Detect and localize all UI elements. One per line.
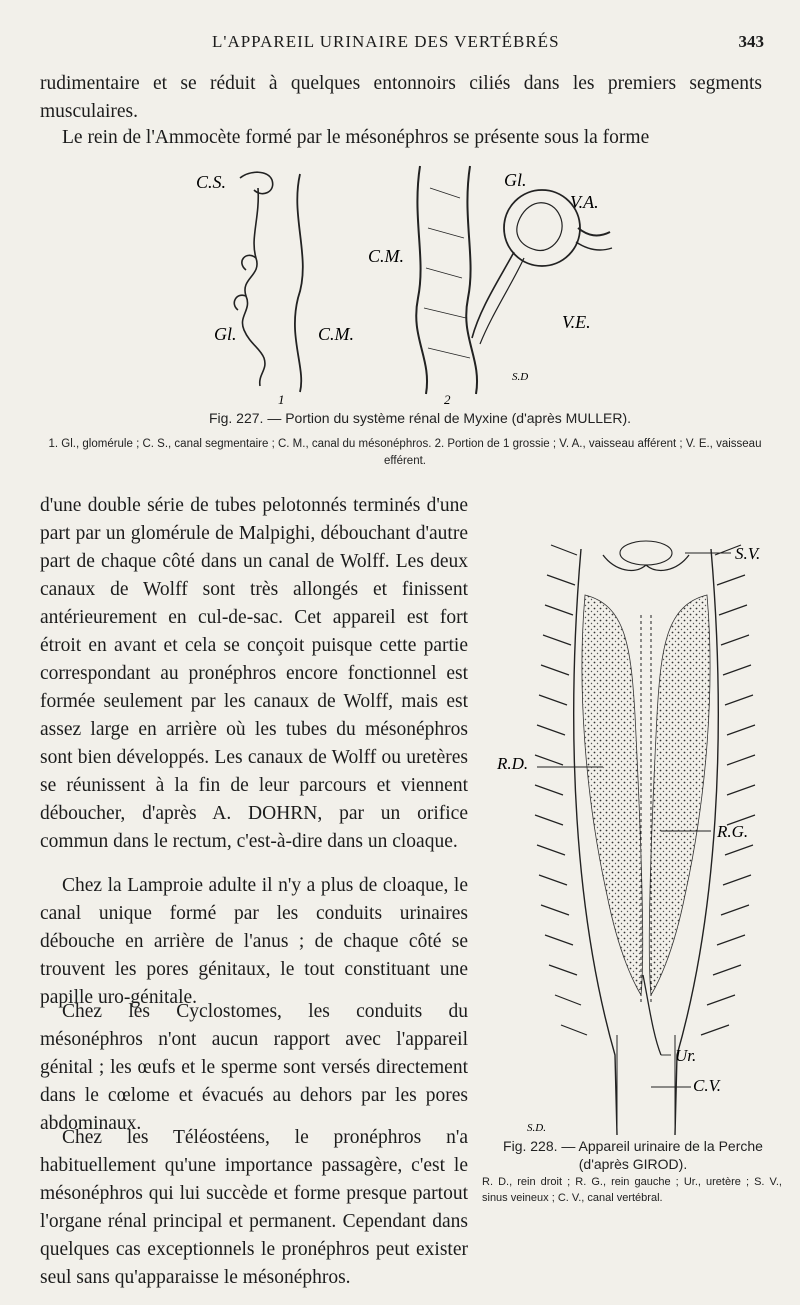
figure-228-caption: Fig. 228. — Appareil urinaire de la Perche (d'après GIROD).: [503, 1138, 763, 1172]
label-sd: S.D: [512, 371, 529, 383]
label-cm-1: C.M.: [318, 324, 354, 344]
label-sd-228: S.D.: [527, 1122, 546, 1134]
page-number: 343: [738, 32, 764, 51]
label-number-2: 2: [444, 392, 451, 407]
rear-wall-shape: [617, 1035, 675, 1135]
paragraph-2: Le rein de l'Ammocète formé par le mésonéphros se présente sous la forme: [62, 127, 650, 148]
paragraph-4: Chez la Lamproie adulte il n'y a plus de cloaque, le canal unique formé par les conduits urinaires débouche en arrière de l'anus ; de chaque côté se trouvent les pores génitaux, le tout constituant une papille uro-génitale.: [40, 875, 468, 1008]
figure-227-illustration: [180, 158, 620, 408]
label-gl-1: Gl.: [214, 324, 237, 344]
glomerulus-capsule-shape: [504, 190, 580, 266]
label-ve: V.E.: [562, 312, 591, 332]
left-rib-lines: [535, 545, 587, 1035]
glomerulus-tuft-shape: [517, 203, 562, 251]
glomerule-shape: [242, 255, 256, 270]
label-rd: R.D.: [497, 754, 529, 773]
figure-228-illustration: [485, 535, 785, 1135]
cs-coil-shape: [240, 172, 273, 193]
paragraph-1: rudimentaire et se réduit à quelques entonnoirs ciliés dans les premiers segments musculaires.: [40, 73, 762, 122]
paragraph-5: Chez les Cyclostomes, les conduits du mésonéphros n'ont aucun rapport avec l'appareil génital ; les œufs et le sperme sont versés directement dans le cœlome et évacués au dehors par les pores abdominaux.: [40, 1001, 468, 1134]
figure-227-caption: Fig. 227. — Portion du système rénal de Myxine (d'après MULLER).: [208, 410, 632, 426]
figure-228-legend: R. D., rein droit ; R. G., rein gauche ; Ur., uretère ; S. V., sinus veineux ; C. V., canal vertébral.: [482, 1176, 782, 1204]
afferent-vessel-shape: [578, 228, 610, 235]
page-header: [0, 30, 800, 60]
label-number-1: 1: [278, 392, 285, 407]
label-sv: S.V.: [735, 544, 761, 563]
afferent-vessel-shape: [576, 242, 612, 250]
label-cm-2: C.M.: [368, 246, 404, 266]
efferent-vessel-shape: [472, 252, 514, 338]
left-kidney-shape: [649, 595, 710, 995]
paragraph-6: Chez les Téléostéens, le pronéphros n'a habituellement qu'une importance passagère, c'est le mésonéphros qui lui succède et forme presque partout l'organe rénal principal et permanent. Cependant dans quelques cas exceptionnels le pronéphros peut exister seul sans qu'apparaisse le mésonéphros.: [40, 1127, 468, 1288]
label-ur: Ur.: [675, 1046, 697, 1065]
label-cv: C.V.: [693, 1076, 722, 1095]
glomerule-shape: [234, 295, 246, 310]
label-gl-2: Gl.: [504, 170, 527, 190]
segmental-canal-shape: [242, 188, 264, 386]
label-rg: R.G.: [717, 822, 749, 841]
duct-shading-shape: [424, 188, 470, 358]
figure-227-legend: 1. Gl., glomérule ; C. S., canal segmentaire ; C. M., canal du mésonéphros. 2. Portion de 1 grossie ; V. A., vaisseau afférent ; V. E., vaisseau efférent.: [48, 438, 762, 467]
right-kidney-shape: [582, 595, 643, 995]
sinus-venosus-shape: [603, 555, 689, 570]
label-cs: C.S.: [196, 172, 227, 192]
duct-right-wall-shape: [466, 166, 477, 394]
label-va: V.A.: [570, 192, 599, 212]
duct-left-wall-shape: [416, 166, 427, 394]
sinus-venosus-shape: [620, 541, 672, 565]
paragraph-3: d'une double série de tubes pelotonnés terminés d'une part par un glomérule de Malpighi, débouchant d'autre part de chaque côté dans un canal de Wolff. Les deux canaux de Wolff sont très allongés et finissent antérieurement en cul-de-sac. Cet appareil est fort étroit en avant et cela se conçoit puisque cette partie correspondant au pronéphros encore fonctionnel est formée seulement par les canaux de Wolff, mais est assez large en arrière où les tubes du mésonéphros sont bien développés. Les canaux de Wolff ou uretères se réunissent à la fin de leur parcours et viennent déboucher, d'après A. DOHRN, par un orifice commun dans le rectum, c'est-à-dire dans un cloaque.: [40, 495, 468, 852]
canal-mesonephros-shape: [295, 174, 303, 392]
running-title: L'APPAREIL URINAIRE DES VERTÉBRÉS: [212, 32, 560, 51]
